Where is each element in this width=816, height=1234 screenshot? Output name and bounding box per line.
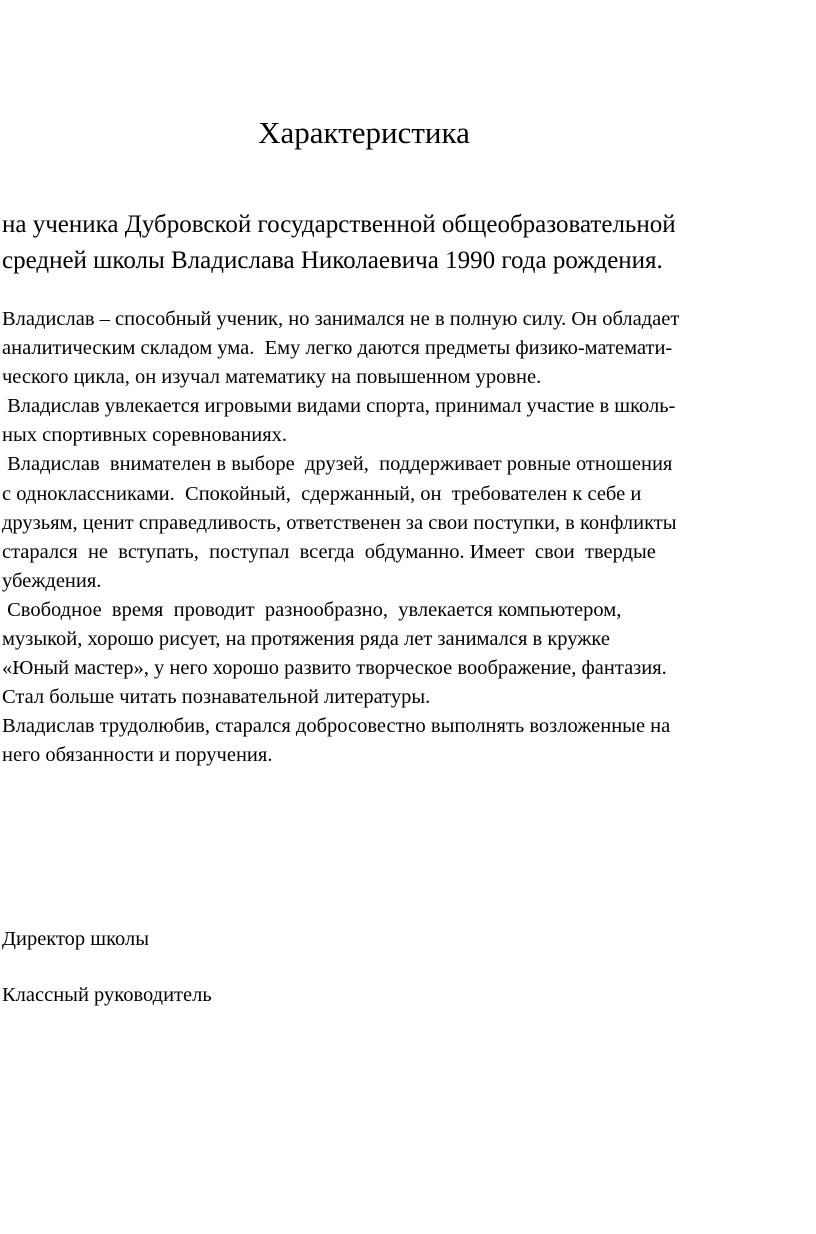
body-line: Владислав – способный ученик, но занимался не в полную силу. Он обладает (2, 308, 680, 330)
body-line: Стал больше читать познавательной литературы. (2, 686, 431, 709)
body-line: музыкой, хорошо рисует, на протяжения ряда лет занимался в кружке (2, 628, 610, 651)
director-signature-label: Директор школы (2, 928, 149, 950)
body-line: аналитическим складом ума. Ему легко даются предметы физико-математи- (2, 337, 673, 360)
subtitle-line: на ученика Дубровской государственной общеобразовательной (2, 211, 676, 238)
class-teacher-signature-label: Классный руководитель (2, 984, 212, 1006)
body-line: с одноклассниками. Спокойный, сдержанный, он требователен к себе и (2, 482, 642, 505)
body-line: убеждения. (2, 569, 102, 592)
body-line: Владислав увлекается игровыми видами спорта, принимал участие в школь- (2, 395, 676, 418)
body-line: ных спортивных соревнованиях. (2, 424, 287, 447)
body-line: «Юный мастер», у него хорошо развито творческое воображение, фантазия. (2, 657, 667, 680)
document-title-text: Характеристика (258, 115, 470, 150)
body-line: Владислав трудолюбив, старался добросовестно выполнять возложенные на (2, 715, 671, 738)
body-line: друзьям, ценит справедливость, ответственен за свои поступки, в конфликты (2, 511, 677, 534)
body-line: старался не вступать, поступал всегда обдуманно. Имеет свои твердые (2, 540, 656, 563)
subtitle-line: средней школы Владислава Николаевича 1990 года рождения. (2, 247, 663, 274)
document-body (2, 305, 810, 771)
body-line: Владислав внимателен в выборе друзей, поддерживает ровные отношения (2, 453, 673, 476)
body-line: Свободное время проводит разнообразно, увлекается компьютером, (2, 598, 622, 621)
document-title (0, 113, 728, 153)
body-line: него обязанности и поручения. (2, 744, 273, 767)
body-line: ческого цикла, он изучал математику на повышенном уровне. (2, 366, 542, 389)
document-subtitle (2, 207, 802, 279)
